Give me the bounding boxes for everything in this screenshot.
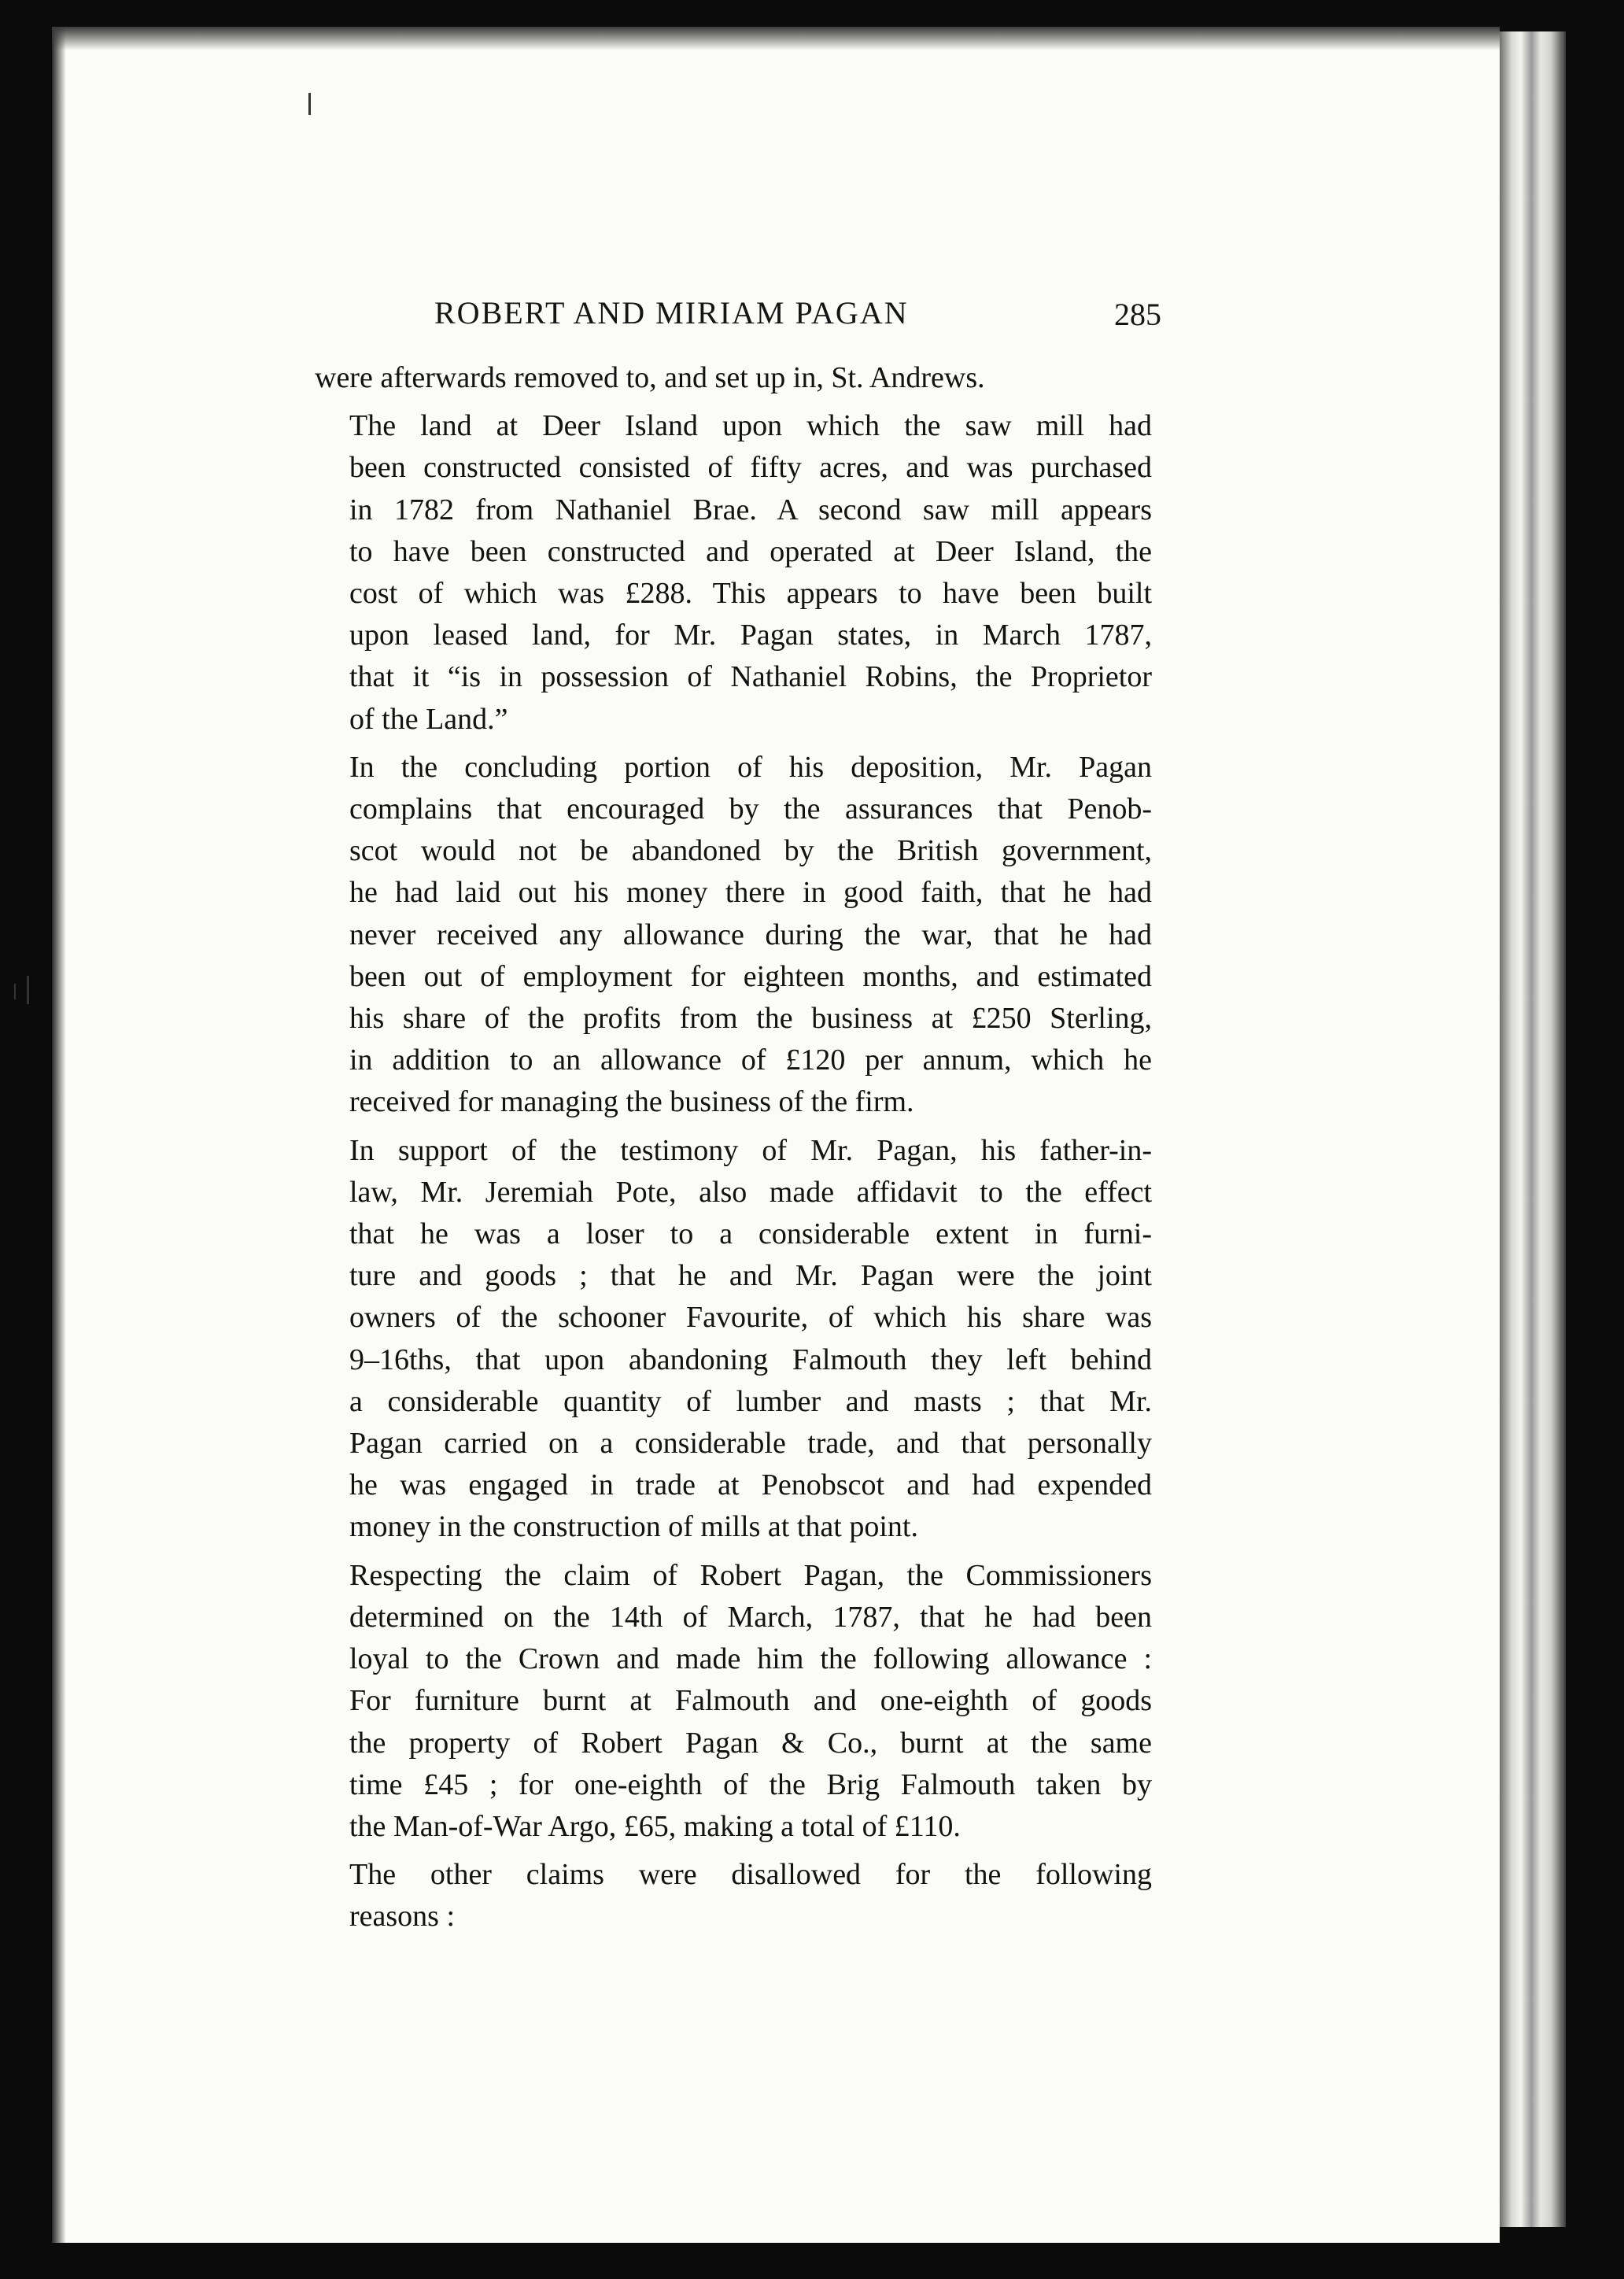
text-line: Pagan carried on a considerable trade, and that personally [349,1427,1152,1461]
paragraph [315,1555,1152,1848]
page-top-shadow [52,27,1500,50]
text-line: ture and goods ; that he and Mr. Pagan were the joint [349,1259,1152,1293]
text-line: time £45 ; for one-eighth of the Brig Falmouth taken by [349,1767,1152,1801]
text-line: of the Land.” [349,702,508,736]
text-line: received for managing the business of the firm. [349,1085,914,1119]
text-line: that it “is in possession of Nathaniel Robins, the Proprietor [349,660,1152,694]
text-line: been constructed consisted of fifty acres, and was purchased [349,451,1152,485]
scan-mark [308,93,311,115]
text-line: his share of the profits from the business at £250 Sterling, [349,1002,1152,1036]
text-line: reasons : [349,1900,456,1934]
paragraph [315,747,1152,1124]
text-line: For furniture burnt at Falmouth and one-eighth of goods [349,1684,1152,1718]
paragraph [315,357,1152,399]
text-line: never received any allowance during the war, that he had [349,918,1152,951]
text-line: The other claims were disallowed for the following [349,1858,1152,1892]
text-line: In the concluding portion of his deposition, Mr. Pagan [349,750,1152,784]
text-line: cost of which was £288. This appears to have been built [349,577,1152,611]
scan-mark [14,984,16,999]
text-line: the Man-of-War Argo, £65, making a total of £110. [349,1809,961,1843]
text-line: complains that encouraged by the assurances that Penob- [349,792,1152,826]
text-line: he had laid out his money there in good faith, that he had [349,876,1152,910]
text-line: to have been constructed and operated at Deer Island, the [349,534,1152,568]
running-header [434,294,1161,342]
text-line: upon leased land, for Mr. Pagan states, in March 1787, [349,619,1152,652]
body-text [315,357,1152,1938]
text-line: scot would not be abandoned by the British government, [349,834,1152,868]
paragraph-gap [315,399,1152,405]
text-line: been out of employment for eighteen months, and estimated [349,959,1152,993]
text-line: in addition to an allowance of £120 per annum, which he [349,1043,1152,1077]
text-line: the property of Robert Pagan & Co., burnt at the same [349,1726,1152,1760]
text-line: he was engaged in trade at Penobscot and had expended [349,1468,1152,1502]
paragraph-gap [315,1549,1152,1555]
running-title: ROBERT AND MIRIAM PAGAN [434,295,909,331]
text-line: Respecting the claim of Robert Pagan, the Commissioners [349,1558,1152,1592]
text-line: money in the construction of mills at that point. [349,1510,918,1544]
text-line: were afterwards removed to, and set up in, St. Andrews. [315,361,985,394]
text-line: loyal to the Crown and made him the following allowance : [349,1642,1152,1676]
paragraph [315,405,1152,741]
text-line: 9–16ths, that upon abandoning Falmouth they left behind [349,1343,1152,1376]
text-line: in 1782 from Nathaniel Brae. A second saw mill appears [349,493,1152,526]
paragraph-gap [315,1124,1152,1130]
text-line: a considerable quantity of lumber and masts ; that Mr. [349,1384,1152,1418]
page-number: 285 [1114,297,1161,332]
text-line: owners of the schooner Favourite, of which his share was [349,1301,1152,1335]
paragraph [315,1854,1152,1937]
text-line: law, Mr. Jeremiah Pote, also made affidavit to the effect [349,1175,1152,1209]
text-line: that he was a loser to a considerable extent in furni- [349,1217,1152,1251]
page-left-shadow [52,27,66,2243]
text-line: The land at Deer Island upon which the saw mill had [349,409,1152,443]
paragraph-gap [315,1848,1152,1854]
paragraph [315,1130,1152,1549]
scan-mark [27,976,29,1004]
text-line: In support of the testimony of Mr. Pagan, his father-in- [349,1133,1152,1167]
text-line: determined on the 14th of March, 1787, that he had been [349,1600,1152,1634]
paragraph-gap [315,741,1152,747]
page-right-edge [1500,31,1566,2227]
